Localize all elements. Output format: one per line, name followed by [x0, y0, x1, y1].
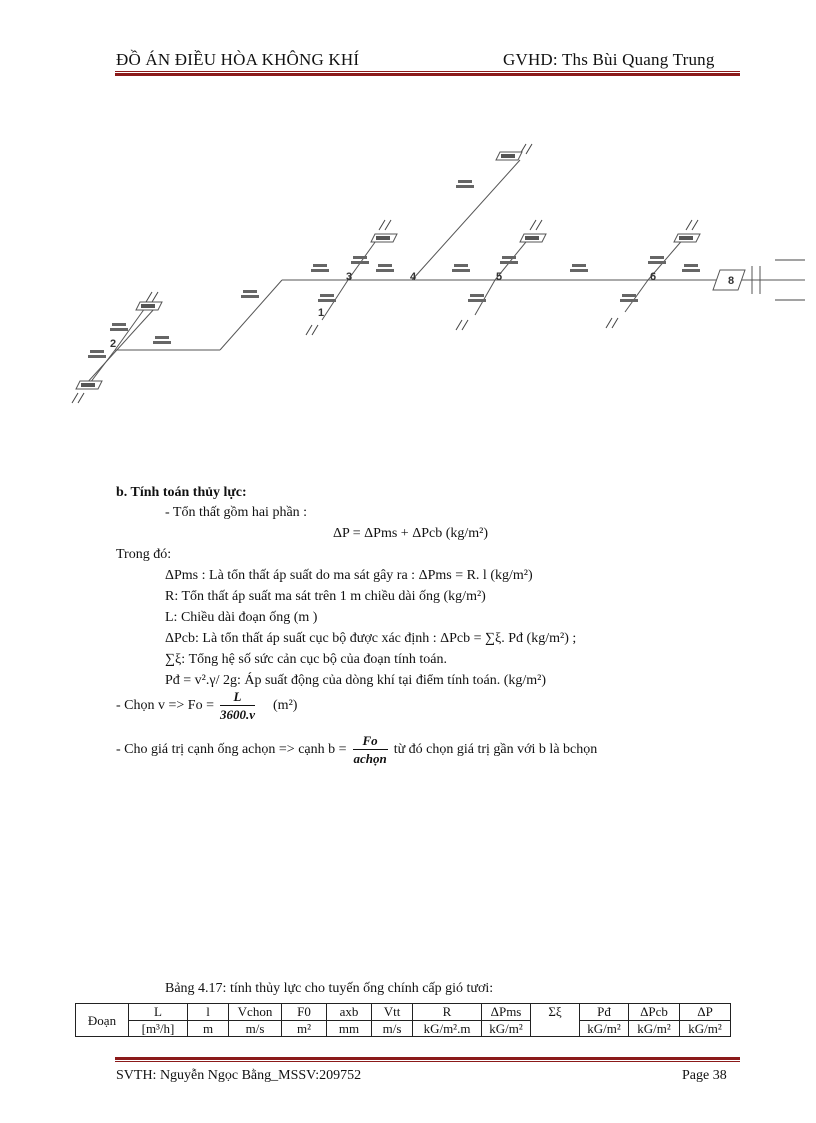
col-name-sumxi: Σξ: [531, 1004, 580, 1037]
header-advisor: GVHD: Ths Bùi Quang Trung: [503, 50, 715, 69]
footer-student: SVTH: Nguyễn Ngọc Bằng_MSSV:209752: [116, 1068, 362, 1083]
line-dpms: ΔPms : Là tổn thất áp suất do ma sát gây ra : ΔPms = R. l (kg/m²): [165, 568, 533, 583]
col-name-dpcb: ΔPcb: [629, 1004, 680, 1021]
col-name-L: L: [129, 1004, 188, 1021]
table-unit-row: [76, 1020, 731, 1037]
fraction-fo-numerator: L: [220, 688, 255, 706]
header-rule-thin: [115, 71, 740, 72]
node-label-1: 1: [318, 307, 325, 319]
col-name-vtt: Vtt: [372, 1004, 413, 1021]
node-label-3: 3: [346, 271, 353, 283]
header-rule-thick: [115, 73, 740, 76]
fraction-b-numerator: Fo: [353, 732, 388, 750]
col-unit-dp: kG/m²: [680, 1020, 731, 1037]
node-label-2: 2: [110, 338, 117, 350]
choose-v-unit: (m²): [273, 698, 298, 713]
table-caption: Bảng 4.17: tính thủy lực cho tuyến ống chính cấp gió tươi:: [165, 981, 494, 996]
line-dpcb: ΔPcb: Là tổn thất áp suất cục bộ được xác định : ΔPcb = ∑ξ. Pđ (kg/m²) ;: [165, 631, 577, 646]
choose-v-row: [116, 688, 297, 723]
col-name-r: R: [413, 1004, 482, 1021]
col-name-axb: axb: [327, 1004, 372, 1021]
col-unit-dpcb: kG/m²: [629, 1020, 680, 1037]
node-label-6: 6: [650, 271, 657, 283]
col-name-vchon: Vchon: [229, 1004, 282, 1021]
col-unit-dpms: kG/m²: [482, 1020, 531, 1037]
footer-rule-thick: [115, 1057, 740, 1060]
fraction-b: [353, 732, 388, 767]
line-pd: Pđ = v².γ/ 2g: Áp suất động của dòng khí tại điểm tính toán. (kg/m²): [165, 673, 546, 688]
line-r: R: Tổn thất áp suất ma sát trên 1 m chiều dài ống (kg/m²): [165, 589, 486, 604]
col-unit-f0: m²: [282, 1020, 327, 1037]
fraction-fo-denominator: 3600.v: [219, 707, 256, 722]
table-header-row: [76, 1004, 731, 1021]
node-label-8: 8: [728, 275, 735, 287]
fraction-fo: [220, 688, 255, 723]
footer-rule-thin: [115, 1061, 740, 1062]
col-unit-vchon: m/s: [229, 1020, 282, 1037]
choose-v-text: - Chọn v => Fo =: [116, 698, 214, 713]
col-unit-l: m: [188, 1020, 229, 1037]
col-name-l: l: [188, 1004, 229, 1021]
where-label: Trong đó:: [116, 547, 172, 562]
header-title: ĐỒ ÁN ĐIỀU HÒA KHÔNG KHÍ: [116, 50, 360, 69]
section-title: b. Tính toán thủy lực:: [116, 485, 247, 500]
col-name-dpms: ΔPms: [482, 1004, 531, 1021]
footer-page-number: Page 38: [682, 1068, 727, 1083]
col-unit-axb: mm: [327, 1020, 372, 1037]
col-name-f0: F0: [282, 1004, 327, 1021]
col-name-dp: ΔP: [680, 1004, 731, 1021]
col-unit-L: [m³/h]: [129, 1020, 188, 1037]
node-label-5: 5: [496, 271, 503, 283]
col-unit-pd: kG/m²: [580, 1020, 629, 1037]
choose-a-text: - Cho giá trị cạnh ống achọn => cạnh b =: [116, 742, 347, 757]
hydraulic-table: [75, 1003, 731, 1037]
formula-main: ΔP = ΔPms + ΔPcb (kg/m²): [333, 526, 488, 541]
choose-a-post: từ đó chọn giá trị gần với b là bchọn: [393, 742, 598, 757]
col-unit-vtt: m/s: [372, 1020, 413, 1037]
choose-a-row: [116, 732, 597, 767]
node-label-4: 4: [410, 271, 417, 283]
fraction-b-denominator: achọn: [353, 751, 387, 766]
line-l: L: Chiều dài đoạn ống (m ): [165, 610, 318, 625]
col-unit-r: kG/m².m: [413, 1020, 482, 1037]
duct-isometric-diagram: [60, 140, 816, 420]
col-name-pd: Pđ: [580, 1004, 629, 1021]
line-sum-xi: ∑ξ: Tổng hệ số sức cản cục bộ của đoạn tính toán.: [165, 652, 447, 667]
col-doan: Đoạn: [76, 1004, 129, 1037]
loss-intro: - Tổn thất gồm hai phần :: [165, 505, 308, 520]
